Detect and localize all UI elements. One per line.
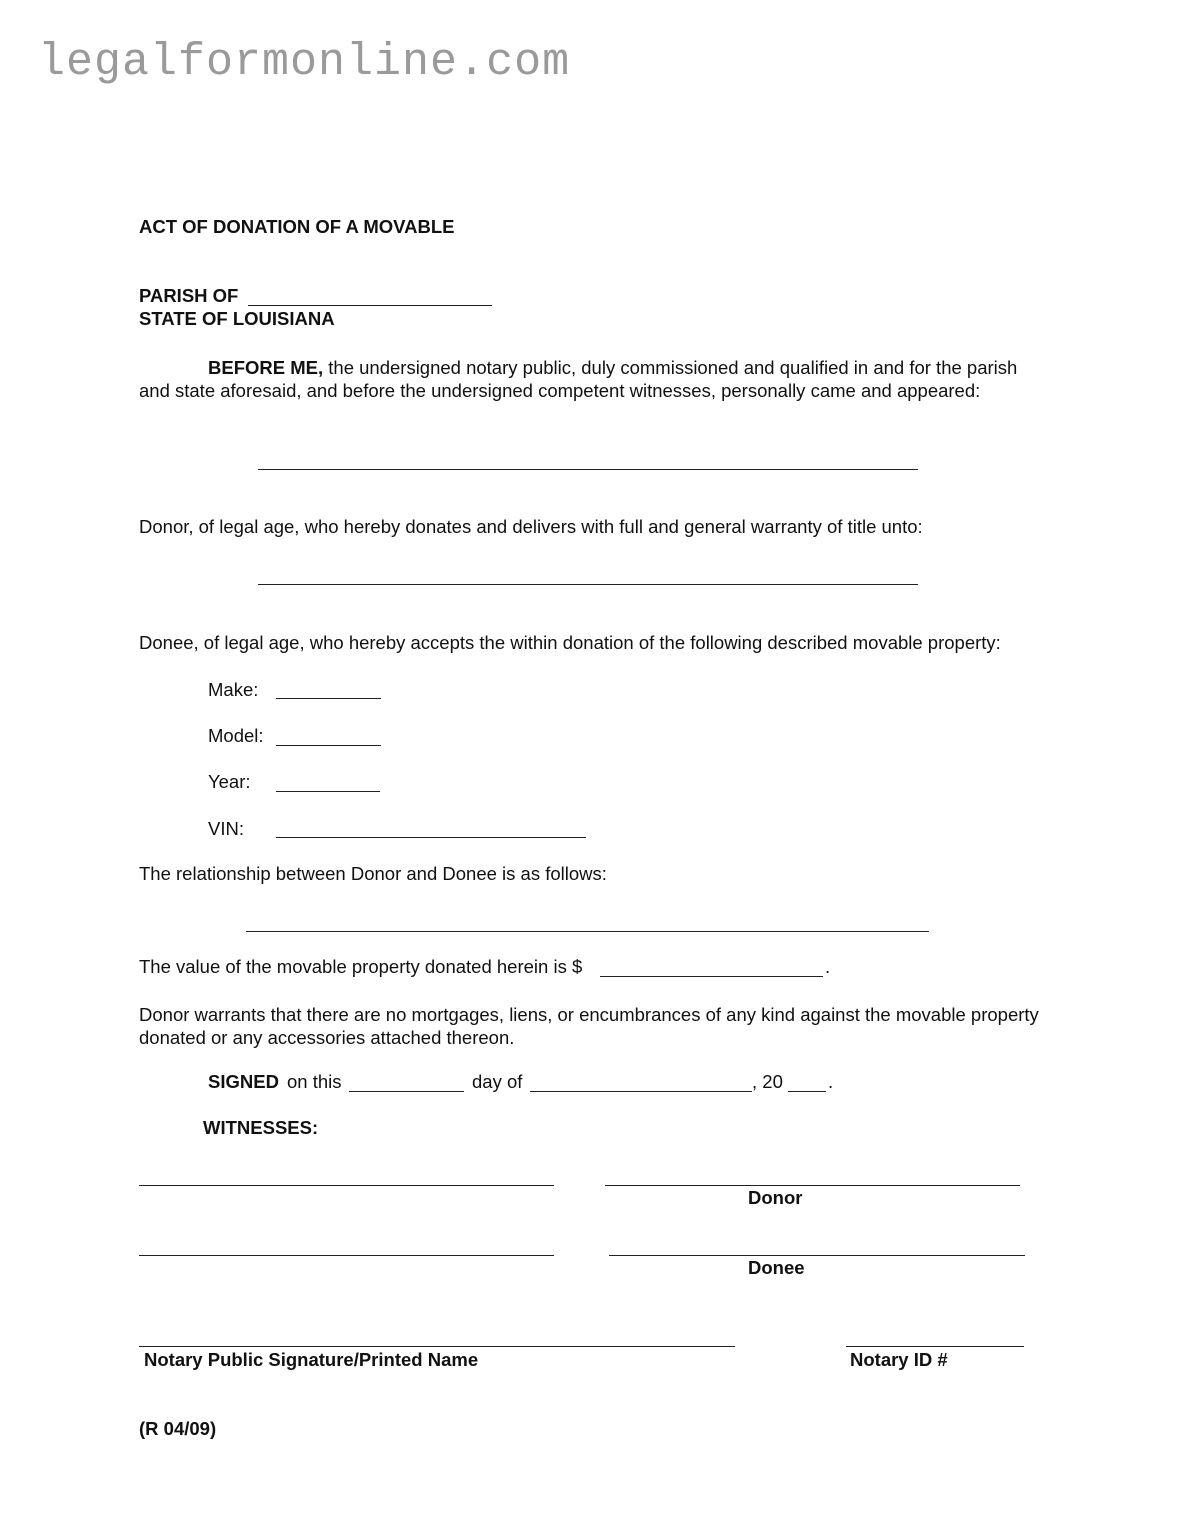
signed-on-this: on this (287, 1071, 342, 1092)
notary-id-line[interactable] (846, 1346, 1024, 1347)
signed-bold: SIGNED (208, 1071, 279, 1092)
notary-signature-line[interactable] (139, 1346, 735, 1347)
notary-label: Notary Public Signature/Printed Name (144, 1349, 479, 1370)
year-label: Year: (208, 771, 251, 792)
state-label: STATE OF LOUISIANA (139, 308, 335, 329)
donor-name-blank[interactable] (258, 469, 918, 470)
signed-year-prefix: , 20 (752, 1071, 783, 1092)
signed-day-of: day of (472, 1071, 523, 1092)
signed-month-blank[interactable] (530, 1091, 752, 1092)
intro-paragraph (139, 356, 1039, 402)
value-end: . (825, 956, 831, 977)
watermark-logo: legalformonline.com (38, 37, 571, 88)
donor-label: Donor (748, 1187, 803, 1208)
model-label: Model: (208, 725, 264, 746)
donee-signature-line[interactable] (609, 1255, 1025, 1256)
make-blank[interactable] (276, 698, 381, 699)
year-blank[interactable] (276, 791, 380, 792)
signed-year-blank[interactable] (788, 1091, 826, 1092)
value-label: The value of the movable property donated herein is $ (139, 956, 583, 977)
parish-label: PARISH OF (139, 285, 239, 306)
model-blank[interactable] (276, 745, 381, 746)
make-label: Make: (208, 679, 259, 700)
witness-1-signature-line[interactable] (139, 1185, 554, 1186)
form-title: ACT OF DONATION OF A MOVABLE (139, 216, 455, 237)
witnesses-label: WITNESSES: (203, 1117, 319, 1138)
signed-end: . (828, 1071, 834, 1092)
parish-blank[interactable] (248, 305, 492, 306)
relationship-label: The relationship between Donor and Donee is as follows: (139, 863, 607, 884)
vin-blank[interactable] (276, 837, 586, 838)
donor-signature-line[interactable] (605, 1185, 1020, 1186)
warranty-paragraph: Donor warrants that there are no mortgages, liens, or encumbrances of any kind against the movable property donated or any accessories attached thereon. (139, 1004, 1039, 1048)
witness-2-signature-line[interactable] (139, 1255, 554, 1256)
value-blank[interactable] (600, 976, 823, 977)
revision-label: (R 04/09) (139, 1418, 217, 1439)
donee-paragraph: Donee, of legal age, who hereby accepts the within donation of the following described movable property: (139, 632, 1001, 653)
intro-bold: BEFORE ME, (208, 357, 324, 378)
vin-label: VIN: (208, 818, 244, 839)
donor-paragraph: Donor, of legal age, who hereby donates and delivers with full and general warranty of title unto: (139, 516, 923, 537)
relationship-blank[interactable] (246, 931, 929, 932)
donee-name-blank[interactable] (258, 584, 918, 585)
intro-text: the undersigned notary public, duly commissioned and qualified in and for the parish and state aforesaid, and before the undersigned competent witnesses, personally came and appeared: (139, 357, 1018, 401)
notary-id-label: Notary ID # (850, 1349, 948, 1370)
signed-day-blank[interactable] (349, 1091, 464, 1092)
donee-label: Donee (748, 1257, 805, 1278)
